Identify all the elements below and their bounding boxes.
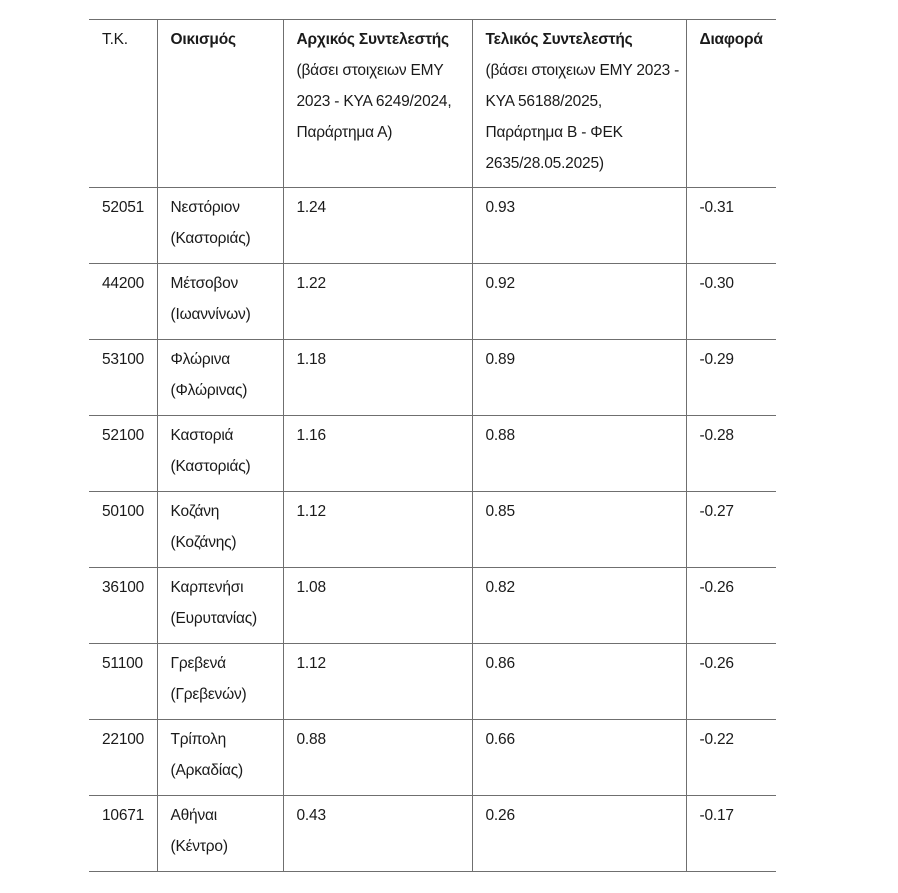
cell-postal-code: 10671 (89, 796, 157, 872)
cell-difference: -0.30 (686, 264, 776, 340)
cell-initial: 1.12 (283, 492, 472, 568)
cell-postal-code: 51100 (89, 644, 157, 720)
cell-settlement: Αθήναι (Κέντρο) (157, 796, 283, 872)
cell-difference: -0.29 (686, 340, 776, 416)
cell-initial: 1.22 (283, 264, 472, 340)
cell-postal-code: 53100 (89, 340, 157, 416)
cell-difference: -0.28 (686, 416, 776, 492)
cell-postal-code: 36100 (89, 568, 157, 644)
header-final-title: Τελικός Συντελεστής (485, 31, 633, 48)
cell-initial: 1.24 (283, 188, 472, 264)
header-row (89, 20, 776, 188)
header-initial-subtitle: (βάσει στοιχειων ΕΜΥ 2023 - ΚΥΑ 6249/2024, Παράρτημα Α) (296, 62, 452, 141)
cell-final: 0.66 (472, 720, 686, 796)
cell-final: 0.26 (472, 796, 686, 872)
header-final-coefficient (472, 20, 686, 188)
header-settlement (157, 20, 283, 188)
cell-settlement: Νεστόριον (Καστοριάς) (157, 188, 283, 264)
cell-final: 0.85 (472, 492, 686, 568)
cell-final: 0.93 (472, 188, 686, 264)
cell-difference: -0.31 (686, 188, 776, 264)
cell-settlement: Μέτσοβον (Ιωαννίνων) (157, 264, 283, 340)
cell-initial: 0.43 (283, 796, 472, 872)
table-row (89, 264, 776, 340)
table-row (89, 340, 776, 416)
cell-difference: -0.26 (686, 568, 776, 644)
table-row (89, 568, 776, 644)
table-row (89, 644, 776, 720)
cell-postal-code: 50100 (89, 492, 157, 568)
table-row (89, 416, 776, 492)
cell-postal-code: 52051 (89, 188, 157, 264)
header-postal-code-label: Τ.Κ. (102, 31, 128, 48)
header-initial-title: Αρχικός Συντελεστής (296, 31, 449, 48)
cell-initial: 1.12 (283, 644, 472, 720)
cell-settlement: Καστοριά (Καστοριάς) (157, 416, 283, 492)
cell-difference: -0.27 (686, 492, 776, 568)
table-body (89, 188, 776, 872)
cell-difference: -0.17 (686, 796, 776, 872)
header-postal-code (89, 20, 157, 188)
cell-initial: 1.18 (283, 340, 472, 416)
cell-postal-code: 22100 (89, 720, 157, 796)
header-final-subtitle: (βάσει στοιχειων ΕΜΥ 2023 - ΚΥΑ 56188/2025, Παράρτημα Β - ΦΕΚ 2635/28.05.2025) (485, 62, 680, 172)
cell-final: 0.88 (472, 416, 686, 492)
cell-settlement: Κοζάνη (Κοζάνης) (157, 492, 283, 568)
cell-difference: -0.26 (686, 644, 776, 720)
header-initial-coefficient (283, 20, 472, 188)
table-row (89, 796, 776, 872)
table-row (89, 492, 776, 568)
table-header (89, 20, 776, 188)
cell-settlement: Φλώρινα (Φλώρινας) (157, 340, 283, 416)
cell-postal-code: 52100 (89, 416, 157, 492)
cell-postal-code: 44200 (89, 264, 157, 340)
table-row (89, 188, 776, 264)
coefficients-table (89, 19, 776, 872)
table-row (89, 720, 776, 796)
cell-settlement: Τρίπολη (Αρκαδίας) (157, 720, 283, 796)
header-difference-label: Διαφορά (699, 31, 763, 48)
cell-final: 0.92 (472, 264, 686, 340)
cell-initial: 1.16 (283, 416, 472, 492)
cell-initial: 0.88 (283, 720, 472, 796)
cell-initial: 1.08 (283, 568, 472, 644)
cell-settlement: Καρπενήσι (Ευρυτανίας) (157, 568, 283, 644)
cell-difference: -0.22 (686, 720, 776, 796)
cell-final: 0.82 (472, 568, 686, 644)
cell-final: 0.86 (472, 644, 686, 720)
cell-final: 0.89 (472, 340, 686, 416)
cell-settlement: Γρεβενά (Γρεβενών) (157, 644, 283, 720)
header-settlement-label: Οικισμός (170, 31, 236, 48)
header-difference (686, 20, 776, 188)
